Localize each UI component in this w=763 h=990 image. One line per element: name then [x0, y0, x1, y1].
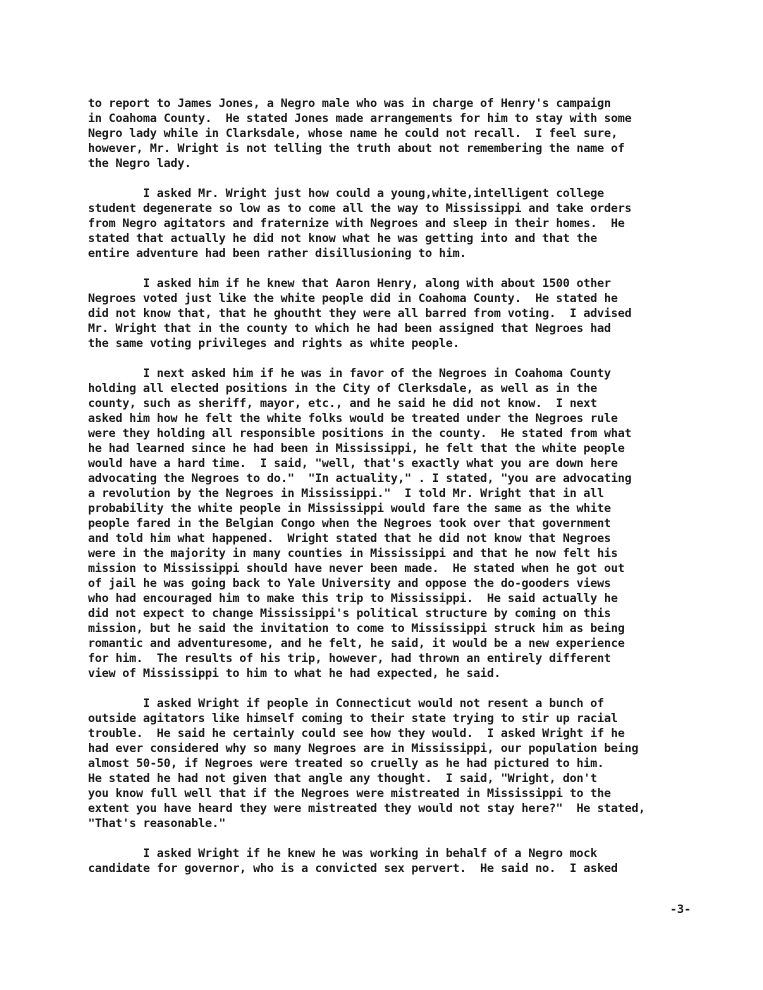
text-line: I asked Wright if people in Connecticut would not resent a bunch of	[88, 696, 605, 710]
paragraph	[88, 366, 688, 681]
text-line: "That's reasonable."	[88, 816, 226, 830]
text-line: advocating the Negroes to do." "In actuality," . I stated, "you are advocating	[88, 471, 632, 485]
text-line: trouble. He said he certainly could see how they would. I asked Wright if he	[88, 726, 625, 740]
paragraph-gap	[88, 681, 688, 696]
text-line: Negro lady while in Clarksdale, whose name he could not recall. I feel sure,	[88, 126, 618, 140]
text-line: and told him what happened. Wright stated that he did not know that Negroes	[88, 531, 611, 545]
text-line: probability the white people in Mississippi would fare the same as the white	[88, 501, 611, 515]
text-line: a revolution by the Negroes in Mississippi." I told Mr. Wright that in all	[88, 486, 605, 500]
text-line: he had learned since he had been in Mississippi, he felt that the white people	[88, 441, 625, 455]
text-line: you know full well that if the Negroes were mistreated in Mississippi to the	[88, 786, 611, 800]
text-line: had ever considered why so many Negroes are in Mississippi, our population being	[88, 741, 639, 755]
page-number: -3-	[670, 902, 691, 916]
text-line: did not know that, that he ghoutht they were all barred from voting. I advised	[88, 306, 632, 320]
document-body	[88, 96, 688, 876]
text-line: Negroes voted just like the white people did in Coahoma County. He stated he	[88, 291, 618, 305]
paragraph	[88, 846, 688, 876]
text-line: from Negro agitators and fraternize with Negroes and sleep in their homes. He	[88, 216, 625, 230]
text-line: I asked Wright if he knew he was working in behalf of a Negro mock	[88, 846, 598, 860]
paragraph	[88, 276, 688, 351]
text-line: who had encouraged him to make this trip to Mississippi. He said actually he	[88, 591, 618, 605]
text-line: did not expect to change Mississippi's political structure by coming on this	[88, 606, 611, 620]
text-line: the Negro lady.	[88, 156, 192, 170]
text-line: county, such as sheriff, mayor, etc., and he said he did not know. I next	[88, 396, 598, 410]
text-line: mission to Mississippi should have never been made. He stated when he got out	[88, 561, 625, 575]
paragraph-gap	[88, 171, 688, 186]
text-line: in Coahoma County. He stated Jones made arrangements for him to stay with some	[88, 111, 632, 125]
text-line: He stated he had not given that angle any thought. I said, "Wright, don't	[88, 771, 598, 785]
text-line: I asked Mr. Wright just how could a young,white,intelligent college	[88, 186, 605, 200]
text-line: extent you have heard they were mistreated they would not stay here?" He stated,	[88, 801, 646, 815]
text-line: mission, but he said the invitation to come to Mississippi struck him as being	[88, 621, 625, 635]
text-line: would have a hard time. I said, "well, that's exactly what you are down here	[88, 456, 618, 470]
text-line: outside agitators like himself coming to their state trying to stir up racial	[88, 711, 618, 725]
text-line: view of Mississippi to him to what he had expected, he said.	[88, 666, 501, 680]
text-line: holding all elected positions in the City of Clerksdale, as well as in the	[88, 381, 598, 395]
text-line: asked him how he felt the white folks would be treated under the Negroes rule	[88, 411, 618, 425]
text-line: student degenerate so low as to come all the way to Mississippi and take orders	[88, 201, 632, 215]
paragraph-gap	[88, 261, 688, 276]
paragraph	[88, 696, 688, 831]
text-line: of jail he was going back to Yale University and oppose the do-gooders views	[88, 576, 611, 590]
paragraph-gap	[88, 351, 688, 366]
paragraph-gap	[88, 831, 688, 846]
text-line: entire adventure had been rather disillusioning to him.	[88, 246, 467, 260]
text-line: however, Mr. Wright is not telling the truth about not remembering the name of	[88, 141, 625, 155]
text-line: almost 50-50, if Negroes were treated so cruelly as he had pictured to him.	[88, 756, 605, 770]
text-line: I next asked him if he was in favor of the Negroes in Coahoma County	[88, 366, 611, 380]
text-line: were in the majority in many counties in Mississippi and that he now felt his	[88, 546, 618, 560]
text-line: stated that actually he did not know what he was getting into and that the	[88, 231, 598, 245]
text-line: for him. The results of his trip, however, had thrown an entirely different	[88, 651, 611, 665]
paragraph	[88, 96, 688, 171]
text-line: people fared in the Belgian Congo when the Negroes took over that government	[88, 516, 611, 530]
text-line: to report to James Jones, a Negro male who was in charge of Henry's campaign	[88, 96, 611, 110]
text-line: were they holding all responsible positions in the county. He stated from what	[88, 426, 632, 440]
text-line: I asked him if he knew that Aaron Henry, along with about 1500 other	[88, 276, 611, 290]
paragraph	[88, 186, 688, 261]
text-line: Mr. Wright that in the county to which he had been assigned that Negroes had	[88, 321, 611, 335]
text-line: romantic and adventuresome, and he felt, he said, it would be a new experience	[88, 636, 625, 650]
text-line: the same voting privileges and rights as white people.	[88, 336, 460, 350]
text-line: candidate for governor, who is a convicted sex pervert. He said no. I asked	[88, 861, 618, 875]
